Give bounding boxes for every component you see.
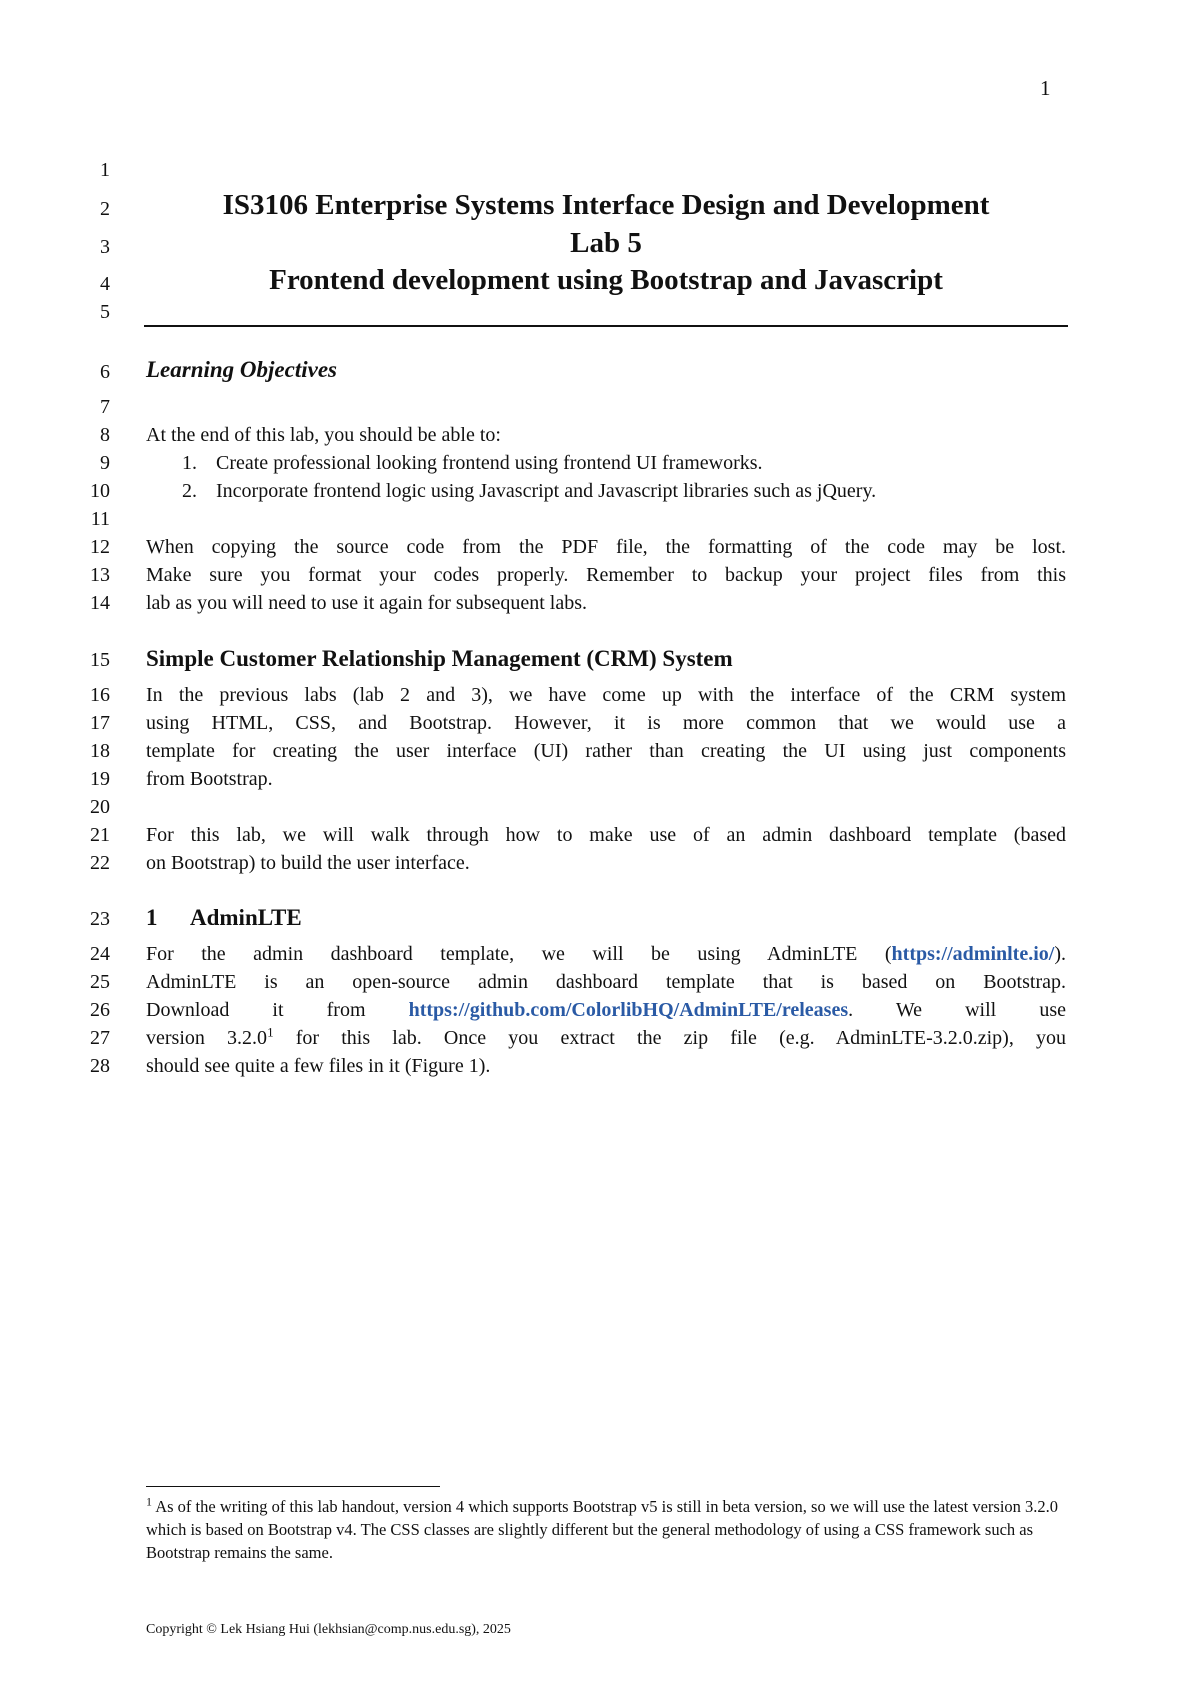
footnote-text: As of the writing of this lab handout, version 4 which supports Bootstrap v5 is still in beta version, so we will use the latest version 3.2.0 which is based on Bootstrap v4. The CSS classes are slightly different but the general methodology of using a CSS framework such as Bootstrap remains the same.	[146, 1497, 1059, 1562]
crm-para-line: For this lab, we will walk through how to make use of an admin dashboard template (based	[146, 824, 1066, 846]
line-number: 21	[90, 824, 110, 846]
line-number: 18	[90, 740, 110, 762]
line-number: 12	[90, 536, 110, 558]
line-number: 5	[100, 301, 110, 323]
crm-para-line: template for creating the user interface (UI) rather than creating the UI using just components	[146, 740, 1066, 762]
line-number: 15	[90, 649, 110, 671]
text-span: ).	[1054, 943, 1066, 965]
line-number: 4	[100, 273, 110, 295]
objectives-intro: At the end of this lab, you should be able to:	[146, 424, 501, 446]
section-number: 1	[146, 905, 158, 930]
line-number: 23	[90, 908, 110, 930]
note-line: When copying the source code from the PDF file, the formatting of the code may be lost.	[146, 536, 1066, 558]
crm-para-line: using HTML, CSS, and Bootstrap. However, it is more common that we would use a	[146, 712, 1066, 734]
adminlte-link[interactable]: https://adminlte.io/	[891, 943, 1055, 965]
line-number: 17	[90, 712, 110, 734]
line-number: 2	[100, 198, 110, 220]
line-number: 27	[90, 1027, 110, 1049]
line-number: 24	[90, 943, 110, 965]
line-number: 19	[90, 768, 110, 790]
copyright-notice: Copyright © Lek Hsiang Hui (lekhsian@comp.nus.edu.sg), 2025	[146, 1622, 511, 1637]
line-number: 13	[90, 564, 110, 586]
line-number: 6	[100, 361, 110, 383]
objective-item	[182, 449, 763, 477]
adminlte-line: should see quite a few files in it (Figure 1).	[146, 1055, 491, 1077]
adminlte-line	[146, 996, 1066, 1024]
footnote-marker: 1	[146, 1494, 152, 1509]
line-number: 11	[90, 508, 110, 530]
line-number: 28	[90, 1055, 110, 1077]
line-number: 7	[100, 396, 110, 418]
learning-objectives-heading: Learning Objectives	[146, 357, 337, 382]
objective-text: Incorporate frontend logic using Javascript and Javascript libraries such as jQuery.	[216, 480, 877, 502]
line-number: 20	[90, 796, 110, 818]
line-number: 26	[90, 999, 110, 1021]
footnote-separator	[146, 1486, 440, 1487]
adminlte-line: AdminLTE is an open-source admin dashboard template that is based on Bootstrap.	[146, 971, 1066, 993]
section-title: AdminLTE	[190, 905, 302, 930]
page-number: 1	[1040, 76, 1051, 100]
objective-number: 2.	[182, 480, 197, 502]
adminlte-line	[146, 1024, 1066, 1052]
title-divider	[144, 325, 1068, 327]
note-line: lab as you will need to use it again for subsequent labs.	[146, 592, 588, 614]
line-number: 14	[90, 592, 110, 614]
crm-para-line: In the previous labs (lab 2 and 3), we have come up with the interface of the CRM system	[146, 684, 1066, 706]
line-number: 9	[100, 452, 110, 474]
text-span: For the admin dashboard template, we will be using AdminLTE (	[146, 943, 892, 965]
line-number: 1	[100, 159, 110, 181]
objective-text: Create professional looking frontend using frontend UI frameworks.	[216, 452, 763, 474]
objective-number: 1.	[182, 452, 197, 474]
objective-item	[182, 477, 876, 505]
crm-heading: Simple Customer Relationship Management (CRM) System	[146, 646, 733, 671]
line-number: 25	[90, 971, 110, 993]
text-span: version 3.2.0	[146, 1027, 268, 1049]
note-line: Make sure you format your codes properly. Remember to backup your project files from this	[146, 564, 1066, 586]
footnote-reference[interactable]: 1	[267, 1024, 274, 1040]
adminlte-line	[146, 940, 1066, 968]
line-number: 22	[90, 852, 110, 874]
adminlte-heading	[146, 904, 302, 932]
line-number: 10	[90, 480, 110, 502]
text-span: . We will use	[848, 999, 1066, 1021]
text-span: for this lab. Once you extract the zip file (e.g. AdminLTE-3.2.0.zip), you	[273, 1027, 1066, 1049]
text-span: Download it from	[146, 999, 409, 1021]
lab-number: Lab 5	[570, 227, 642, 259]
crm-para-line: on Bootstrap) to build the user interface.	[146, 852, 470, 874]
document-subtitle: Frontend development using Bootstrap and Javascript	[269, 264, 943, 296]
footnote	[146, 1495, 1066, 1564]
github-releases-link[interactable]: https://github.com/ColorlibHQ/AdminLTE/releases	[408, 999, 849, 1021]
line-number: 8	[100, 424, 110, 446]
document-title: IS3106 Enterprise Systems Interface Design and Development	[222, 189, 990, 221]
line-number: 16	[90, 684, 110, 706]
line-number: 3	[100, 236, 110, 258]
crm-para-line: from Bootstrap.	[146, 768, 273, 790]
